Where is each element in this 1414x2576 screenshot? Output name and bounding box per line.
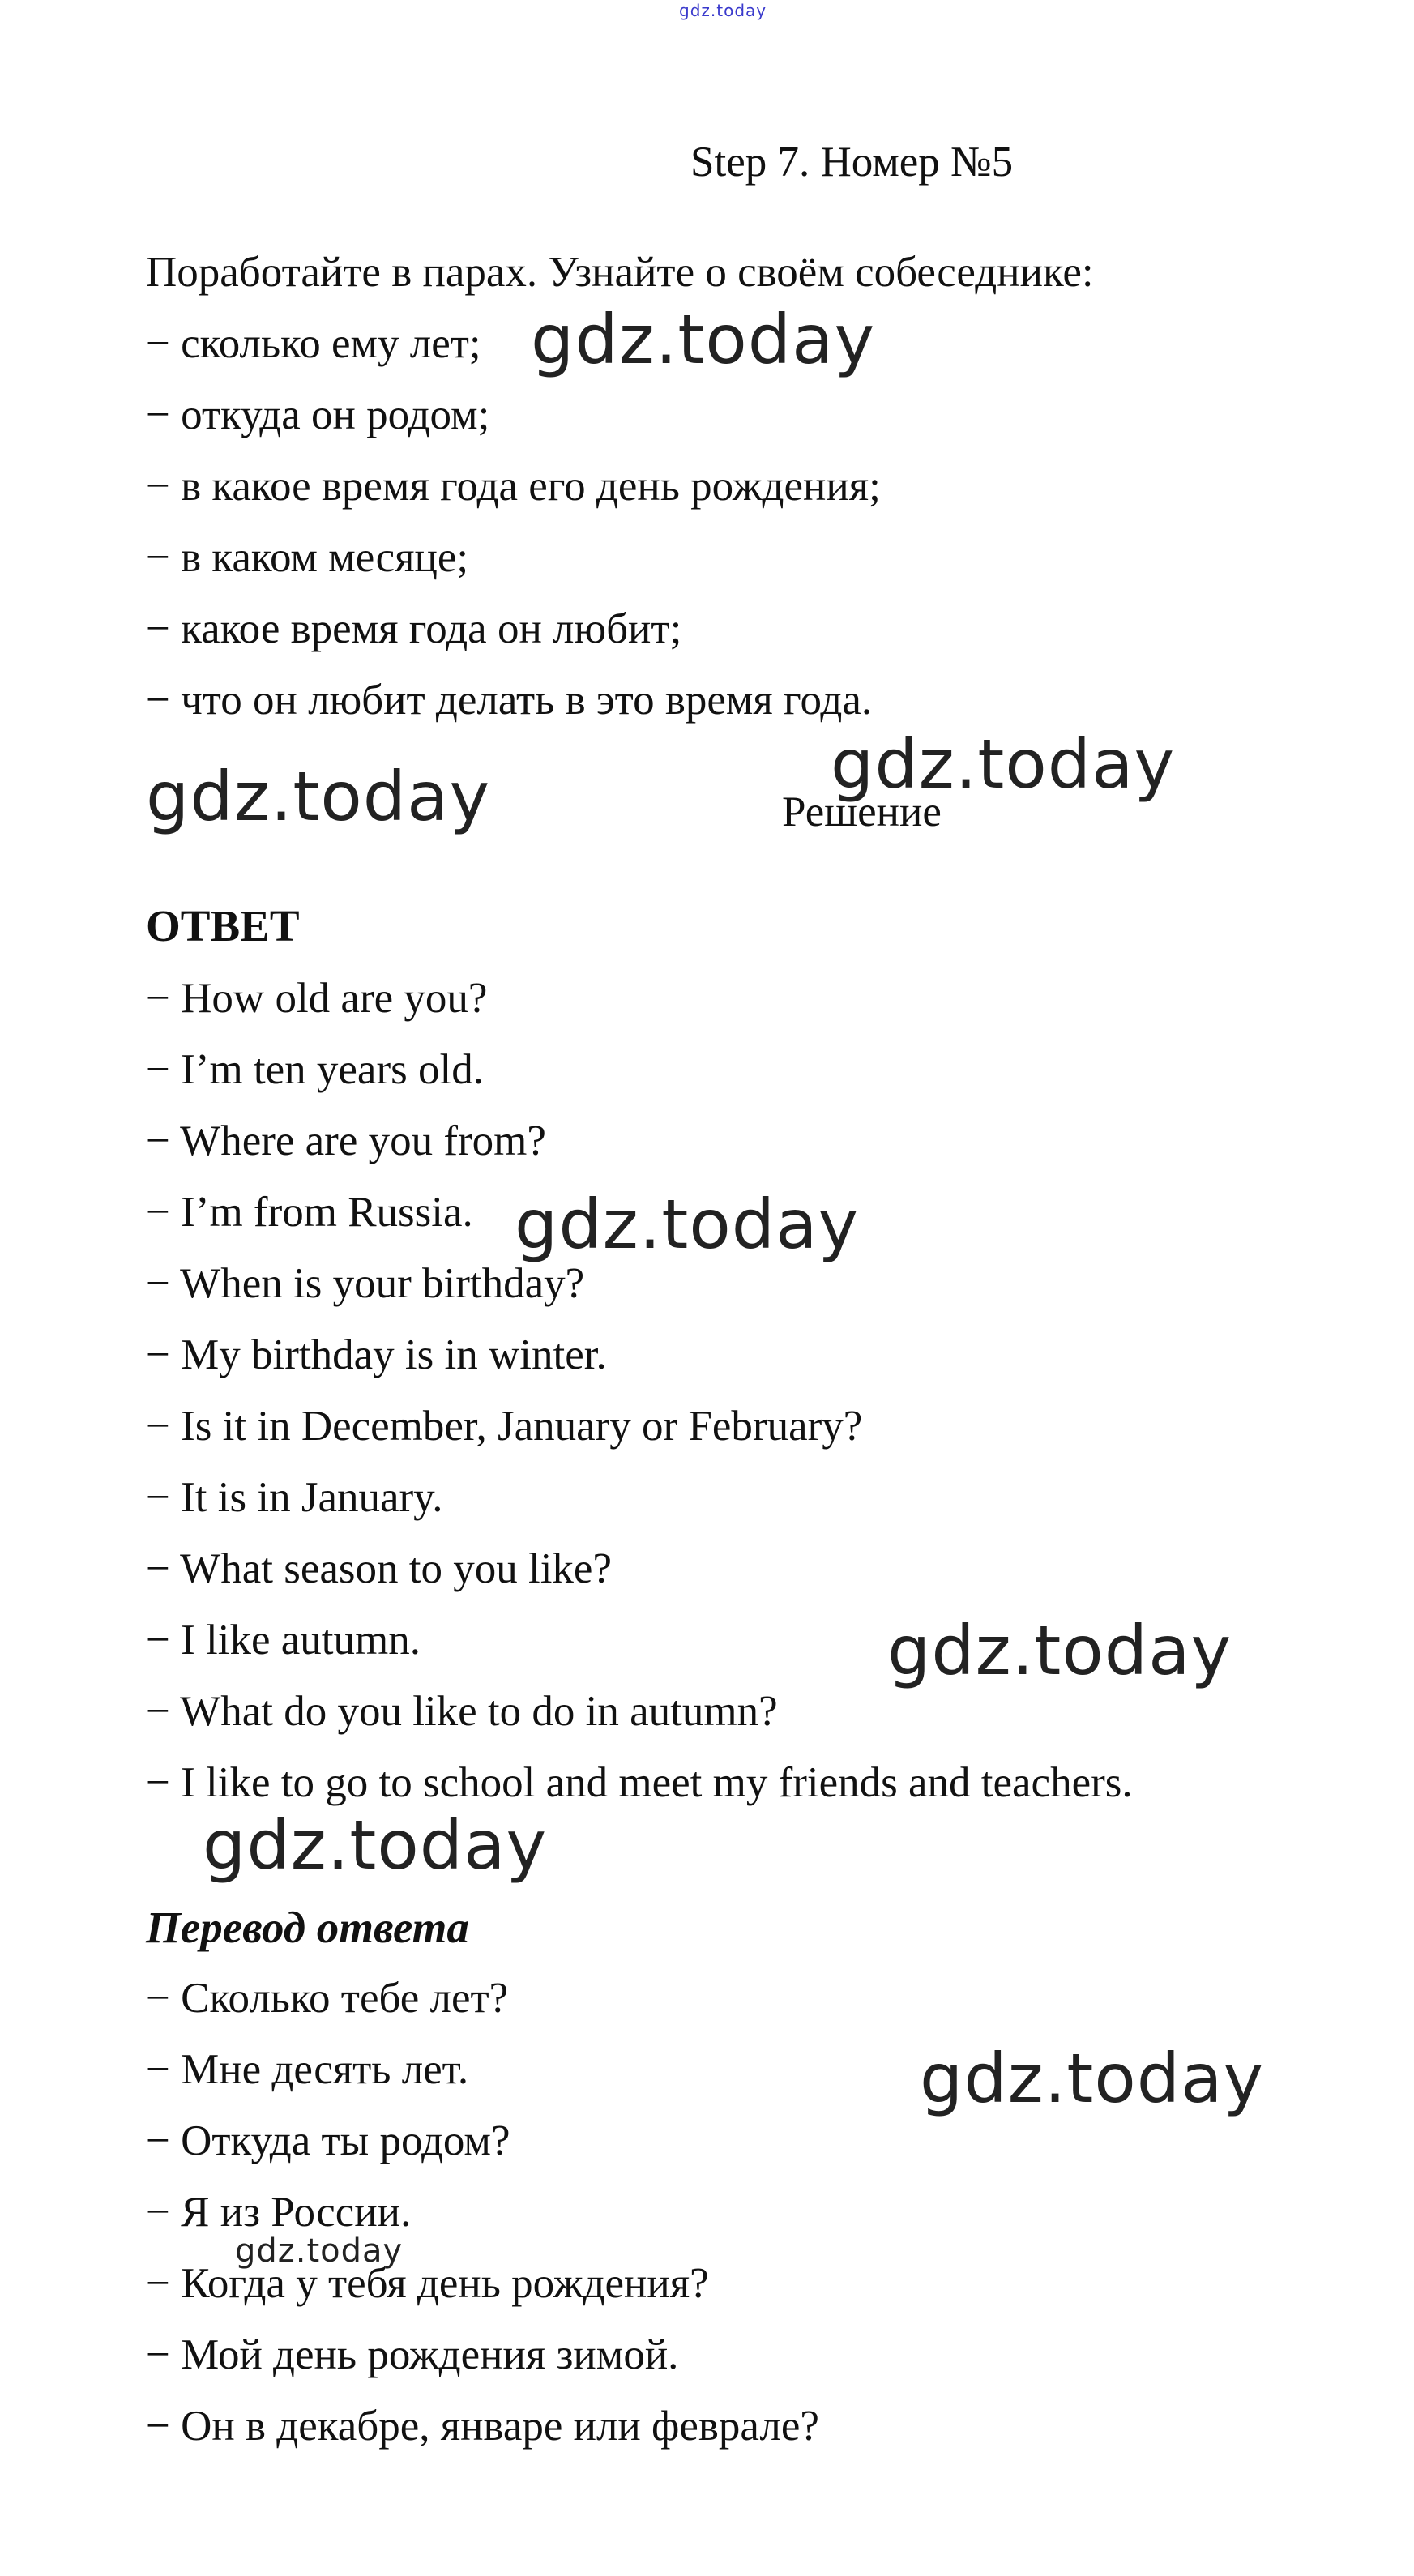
- watermark: gdz.today: [531, 300, 876, 379]
- task-intro: Поработайте в парах. Узнайте о своём собеседнике:: [146, 249, 1094, 296]
- answer-line: − My birthday is in winter.: [146, 1331, 607, 1378]
- answer-line: − I like to go to school and meet my friends and teachers.: [146, 1759, 1133, 1806]
- watermark: gdz.today: [831, 724, 1176, 804]
- task-item: − какое время года он любит;: [146, 605, 682, 652]
- task-item: − что он любит делать в это время года.: [146, 677, 873, 724]
- answer-line: − It is in January.: [146, 1474, 443, 1521]
- translation-line: − Откуда ты родом?: [146, 2117, 510, 2164]
- task-item: − сколько ему лет;: [146, 320, 481, 367]
- translation-line: − Мой день рождения зимой.: [146, 2331, 679, 2378]
- task-item: − в каком месяце;: [146, 534, 469, 581]
- solution-label: Решение: [782, 788, 942, 835]
- task-item: − в какое время года его день рождения;: [146, 463, 881, 510]
- watermark: gdz.today: [887, 1611, 1232, 1690]
- page-title: Step 7. Номер №5: [690, 139, 1014, 186]
- answer-line: − What do you like to do in autumn?: [146, 1688, 778, 1735]
- answer-line: − What season to you like?: [146, 1545, 612, 1592]
- answer-line: − When is your birthday?: [146, 1260, 585, 1307]
- translation-line: − Я из России.: [146, 2189, 412, 2236]
- answer-heading: ОТВЕТ: [146, 901, 300, 951]
- watermark: gdz.today: [515, 1185, 860, 1264]
- translation-line: − Сколько тебе лет?: [146, 1975, 509, 2022]
- translation-line: − Он в декабре, январе или феврале?: [146, 2403, 819, 2450]
- translation-line: − Когда у тебя день рождения?: [146, 2260, 709, 2307]
- answer-line: − I’m ten years old.: [146, 1046, 484, 1093]
- watermark: gdz.today: [146, 757, 491, 836]
- task-item: − откуда он родом;: [146, 391, 490, 438]
- top-watermark: gdz.today: [679, 1, 767, 20]
- watermark: gdz.today: [203, 1805, 548, 1885]
- translation-line: − Мне десять лет.: [146, 2046, 469, 2093]
- answer-line: − Where are you from?: [146, 1117, 546, 1164]
- watermark: gdz.today: [920, 2039, 1265, 2118]
- answer-line: − I’m from Russia.: [146, 1189, 473, 1236]
- answer-line: − Is it in December, January or February?: [146, 1403, 863, 1450]
- translation-heading: Перевод ответа: [146, 1903, 469, 1952]
- answer-line: − I like autumn.: [146, 1617, 421, 1664]
- watermark: gdz.today: [235, 2232, 404, 2270]
- answer-line: − How old are you?: [146, 975, 488, 1022]
